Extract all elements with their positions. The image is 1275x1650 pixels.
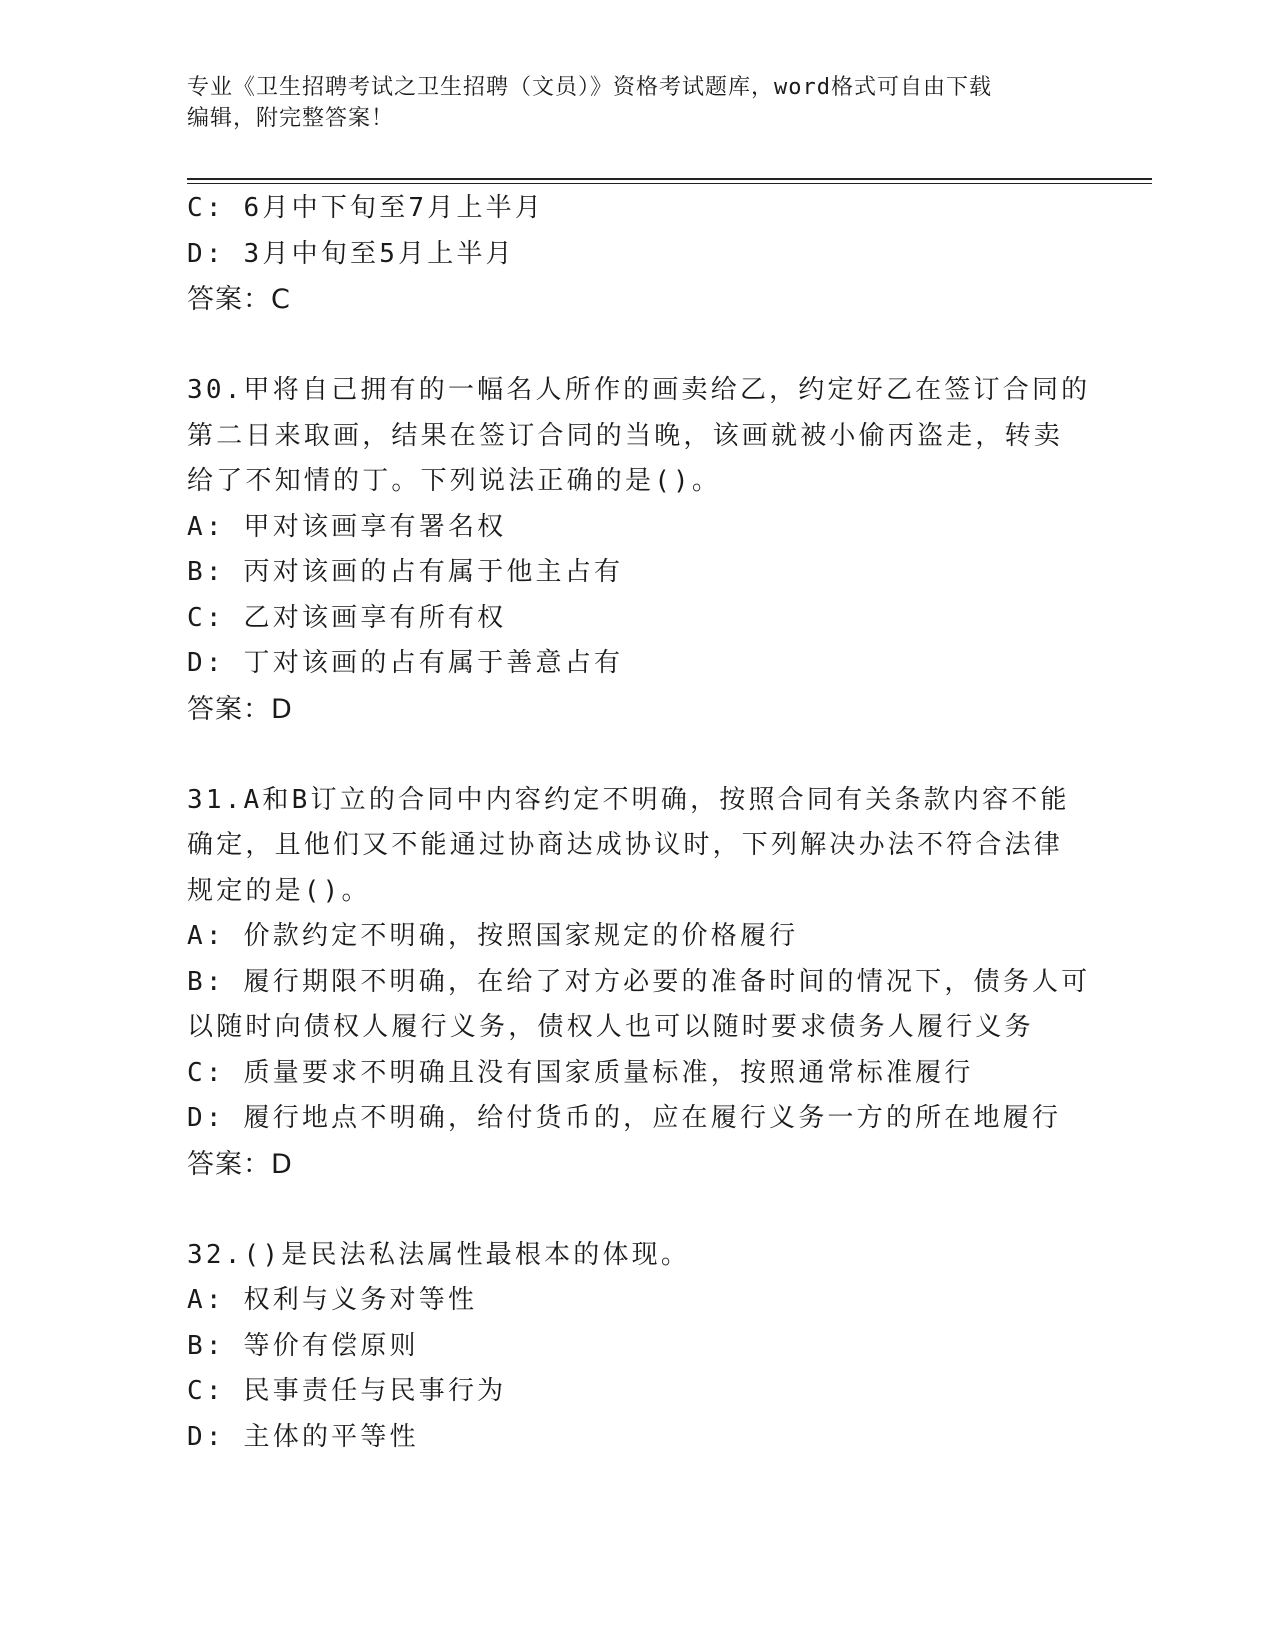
question-stem-line: 给了不知情的丁。下列说法正确的是()。 xyxy=(187,466,722,496)
option-c: C: 民事责任与民事行为 xyxy=(187,1376,507,1406)
question-stem-line: 第二日来取画，结果在签订合同的当晚，该画就被小偷丙盗走，转卖 xyxy=(187,420,1064,451)
header-line-2: 编辑，附完整答案！ xyxy=(187,106,395,131)
option-c: C: 质量要求不明确且没有国家质量标准，按照通常标准履行 xyxy=(187,1057,974,1088)
option-a: A: 价款约定不明确，按照国家规定的价格履行 xyxy=(187,921,799,951)
answer-line: 答案：D xyxy=(187,1148,293,1180)
option-b-continued: 以随时向债权人履行义务，债权人也可以随时要求债务人履行义务 xyxy=(187,1012,1034,1042)
option-d: D: 丁对该画的占有属于善意占有 xyxy=(187,648,624,678)
question-stem-line: 32.()是民法私法属性最根本的体现。 xyxy=(187,1239,691,1270)
option-c: C: 乙对该画享有所有权 xyxy=(187,602,507,633)
option-a: A: 甲对该画享有署名权 xyxy=(187,511,507,542)
option-d: D: 主体的平等性 xyxy=(187,1421,419,1452)
document-header xyxy=(187,72,1087,134)
question-31 xyxy=(187,778,1091,1188)
option-d: D: 3月中旬至5月上半月 xyxy=(187,238,515,269)
option-b: B: 履行期限不明确，在给了对方必要的准备时间的情况下，债务人可 xyxy=(187,966,1091,997)
spacer xyxy=(187,1187,1087,1233)
spacer xyxy=(187,323,1087,369)
header-divider-thick xyxy=(187,178,1152,180)
question-32 xyxy=(187,1233,1087,1461)
answer-line: 答案：D xyxy=(187,693,293,725)
previous-question-tail xyxy=(187,186,1087,323)
option-b: B: 等价有偿原则 xyxy=(187,1330,419,1361)
option-d: D: 履行地点不明确，给付货币的，应在履行义务一方的所在地履行 xyxy=(187,1103,1062,1133)
question-30 xyxy=(187,368,1091,732)
answer-line: 答案：C xyxy=(187,284,291,315)
question-stem-line: 30.甲将自己拥有的一幅名人所作的画卖给乙，约定好乙在签订合同的 xyxy=(187,375,1091,405)
option-c: C: 6月中下旬至7月上半月 xyxy=(187,193,545,223)
header-divider-thin xyxy=(187,183,1152,184)
question-stem-line: 确定，且他们又不能通过协商达成协议时，下列解决办法不符合法律 xyxy=(187,830,1064,860)
question-stem-line: 规定的是()。 xyxy=(187,875,371,906)
option-b: B: 丙对该画的占有属于他主占有 xyxy=(187,557,624,587)
question-content xyxy=(187,186,1091,1460)
spacer xyxy=(187,732,1087,778)
question-stem-line: 31.A和B订立的合同中内容约定不明确，按照合同有关条款内容不能 xyxy=(187,784,1070,815)
option-a: A: 权利与义务对等性 xyxy=(187,1285,478,1315)
header-line-1: 专业《卫生招聘考试之卫生招聘（文员）》资格考试题库，word格式可自由下载 xyxy=(187,75,992,100)
